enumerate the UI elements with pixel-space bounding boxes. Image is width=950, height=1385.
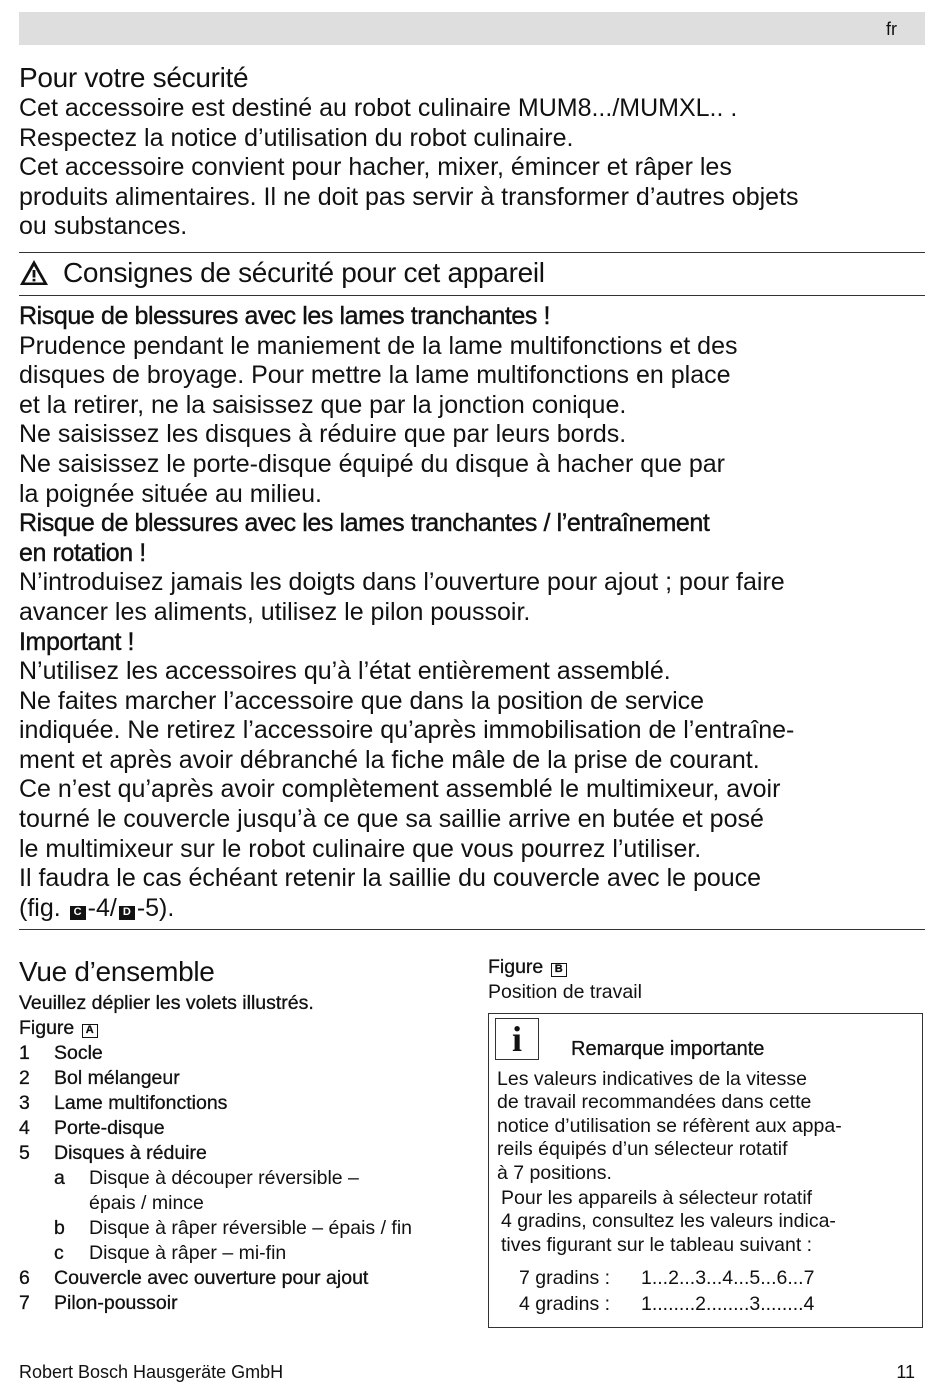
figure-b-label — [488, 955, 925, 980]
text-fragment: (fig. — [19, 893, 68, 922]
item-label: Disque à râper – mi-fin — [89, 1242, 287, 1264]
page-number: 11 — [896, 1362, 915, 1382]
text-line — [19, 894, 925, 924]
figure-b-column — [488, 955, 925, 1315]
overview-column — [19, 955, 469, 1316]
figure-d-badge: D — [119, 906, 135, 920]
text-line: Cet accessoire convient pour hacher, mixer, émincer et râper les — [19, 153, 732, 182]
item-number: 5 — [19, 1142, 30, 1164]
warning-heading: Risque de blessures avec les lames tranchantes ! — [19, 301, 551, 330]
warnings-title: Consignes de sécurité pour cet appareil — [63, 256, 545, 288]
text-line: indiquée. Ne retirez l’accessoire qu’après immobilisation de l’entraîne- — [19, 716, 795, 745]
text-line: tourné le couvercle jusqu’à ce que sa saillie arrive en butée et posé — [19, 805, 764, 834]
text-line: tives figurant sur le tableau suivant : — [501, 1233, 813, 1256]
text-line: Pour les appareils à sélecteur rotatif — [501, 1187, 813, 1209]
warning-heading: en rotation ! — [19, 538, 146, 567]
warnings-header — [19, 253, 925, 295]
item-number: 1 — [19, 1042, 30, 1064]
item-label: Porte-disque — [54, 1117, 165, 1139]
text-line: Ne saisissez le porte-disque équipé du disque à hacher que par — [19, 449, 726, 478]
warning-text — [19, 332, 925, 510]
note-title: Remarque importante — [571, 1038, 765, 1060]
list-item — [19, 1266, 469, 1291]
text-line: N’utilisez les accessoires qu’à l’état entièrement assemblé. — [19, 657, 671, 686]
text-line: Prudence pendant le maniement de la lame multifonctions et des — [19, 331, 738, 360]
text-line: N’introduisez jamais les doigts dans l’ouverture pour ajout ; pour faire — [19, 568, 785, 597]
overview-intro: Veuillez déplier les volets illustrés. — [19, 992, 314, 1014]
item-label: épais / mince — [89, 1192, 204, 1214]
figure-a-label — [19, 1016, 469, 1041]
text-line: Ce n’est qu’après avoir complètement assemblé le multimixeur, avoir — [19, 775, 781, 804]
overview-title: Vue d’ensemble — [19, 956, 215, 987]
speed-row — [519, 1266, 814, 1292]
item-label: Disques à réduire — [54, 1142, 207, 1164]
text-line: Il faudra le cas échéant retenir la saillie du couvercle avec le pouce — [19, 864, 762, 893]
text-line: la poignée située au milieu. — [19, 479, 322, 508]
figure-b-caption: Position de travail — [488, 981, 642, 1003]
item-letter: b — [54, 1217, 65, 1239]
figure-c-badge: C — [70, 906, 86, 920]
language-code: fr — [886, 19, 897, 39]
warning-heading: Important ! — [19, 627, 135, 656]
figure-label: Figure — [488, 956, 544, 978]
list-item — [19, 1116, 469, 1141]
warnings-body — [19, 302, 925, 923]
list-item — [19, 1141, 469, 1166]
speed-values: 1...2...3...4...5...6...7 — [641, 1267, 815, 1289]
text-line: notice d’utilisation se réfèrent aux appa- — [497, 1114, 842, 1137]
text-line: avancer les aliments, utilisez le pilon poussoir. — [19, 597, 531, 626]
text-line: de travail recommandées dans cette — [497, 1091, 812, 1114]
item-number: 6 — [19, 1267, 30, 1289]
page-footer — [19, 1362, 925, 1383]
parts-list-continued — [19, 1266, 469, 1316]
info-icon: i — [495, 1018, 539, 1060]
speed-key: 4 gradins : — [519, 1292, 611, 1315]
text-line: le multimixeur sur le robot culinaire que vous pourrez l’utiliser. — [19, 834, 702, 863]
list-item — [19, 1091, 469, 1116]
text-line: produits alimentaires. Il ne doit pas servir à transformer d’autres objets — [19, 182, 799, 211]
language-bar — [19, 12, 925, 45]
speed-values: 1........2........3........4 — [641, 1292, 815, 1315]
item-label: Disque à découper réversible – — [89, 1167, 359, 1189]
warning-text — [19, 657, 925, 923]
text-fragment: -5). — [136, 893, 175, 922]
item-label: Lame multifonctions — [54, 1092, 228, 1114]
text-line: et la retirer, ne la saisissez que par la jonction conique. — [19, 390, 627, 419]
parts-list — [19, 1041, 469, 1166]
item-letter — [54, 1191, 89, 1216]
main-content — [19, 62, 925, 930]
list-item — [54, 1191, 469, 1216]
note-text — [497, 1068, 917, 1185]
list-item — [54, 1241, 469, 1266]
item-number: 7 — [19, 1292, 30, 1314]
item-letter: a — [54, 1167, 65, 1189]
warning-triangle-icon — [19, 259, 49, 286]
text-line: Cet accessoire est destiné au robot culinaire MUM8.../MUMXL.. . — [19, 94, 738, 122]
note-text — [501, 1187, 921, 1257]
item-letter: c — [54, 1242, 64, 1264]
list-item — [19, 1041, 469, 1066]
figure-b-badge: B — [551, 963, 567, 977]
item-label: Disque à râper réversible – épais / fin — [89, 1217, 412, 1239]
text-line: 4 gradins, consultez les valeurs indica- — [501, 1210, 836, 1233]
disc-sublist — [19, 1166, 469, 1266]
list-item — [19, 1066, 469, 1091]
text-fragment: -4/ — [87, 893, 117, 922]
divider — [19, 295, 925, 296]
warning-text — [19, 568, 925, 627]
item-number: 4 — [19, 1117, 30, 1139]
divider — [19, 929, 925, 930]
item-label: Socle — [54, 1042, 103, 1064]
list-item — [54, 1166, 469, 1191]
warning-heading: Risque de blessures avec les lames tranchantes / l’entraînement — [19, 509, 710, 538]
item-number: 2 — [19, 1067, 30, 1089]
speed-key: 7 gradins : — [519, 1267, 611, 1289]
important-note-box — [488, 1013, 923, 1328]
text-line: Respectez la notice d’utilisation du robot culinaire. — [19, 123, 574, 152]
item-label: Pilon-poussoir — [54, 1292, 178, 1314]
text-line: à 7 positions. — [497, 1161, 612, 1184]
item-number: 3 — [19, 1092, 30, 1114]
item-label: Couvercle avec ouverture pour ajout — [54, 1267, 369, 1289]
list-item — [54, 1216, 469, 1241]
text-line: ment et après avoir débranché la fiche mâle de la prise de courant. — [19, 745, 760, 774]
text-line: ou substances. — [19, 212, 188, 241]
speed-table — [519, 1266, 814, 1317]
text-line: reils équipés d’un sélecteur rotatif — [497, 1138, 788, 1161]
text-line: Les valeurs indicatives de la vitesse — [497, 1068, 807, 1090]
figure-a-badge: A — [82, 1024, 98, 1038]
item-label: Bol mélangeur — [54, 1067, 180, 1089]
text-line: disques de broyage. Pour mettre la lame multifonctions en place — [19, 361, 731, 390]
speed-row — [519, 1292, 814, 1318]
text-line: Ne saisissez les disques à réduire que par leurs bords. — [19, 420, 627, 449]
list-item — [19, 1291, 469, 1316]
safety-text — [19, 94, 925, 242]
figure-label: Figure — [19, 1017, 75, 1039]
safety-title: Pour votre sécurité — [19, 62, 249, 93]
text-line: Ne faites marcher l’accessoire que dans la position de service — [19, 686, 705, 715]
company-name: Robert Bosch Hausgeräte GmbH — [19, 1362, 284, 1382]
